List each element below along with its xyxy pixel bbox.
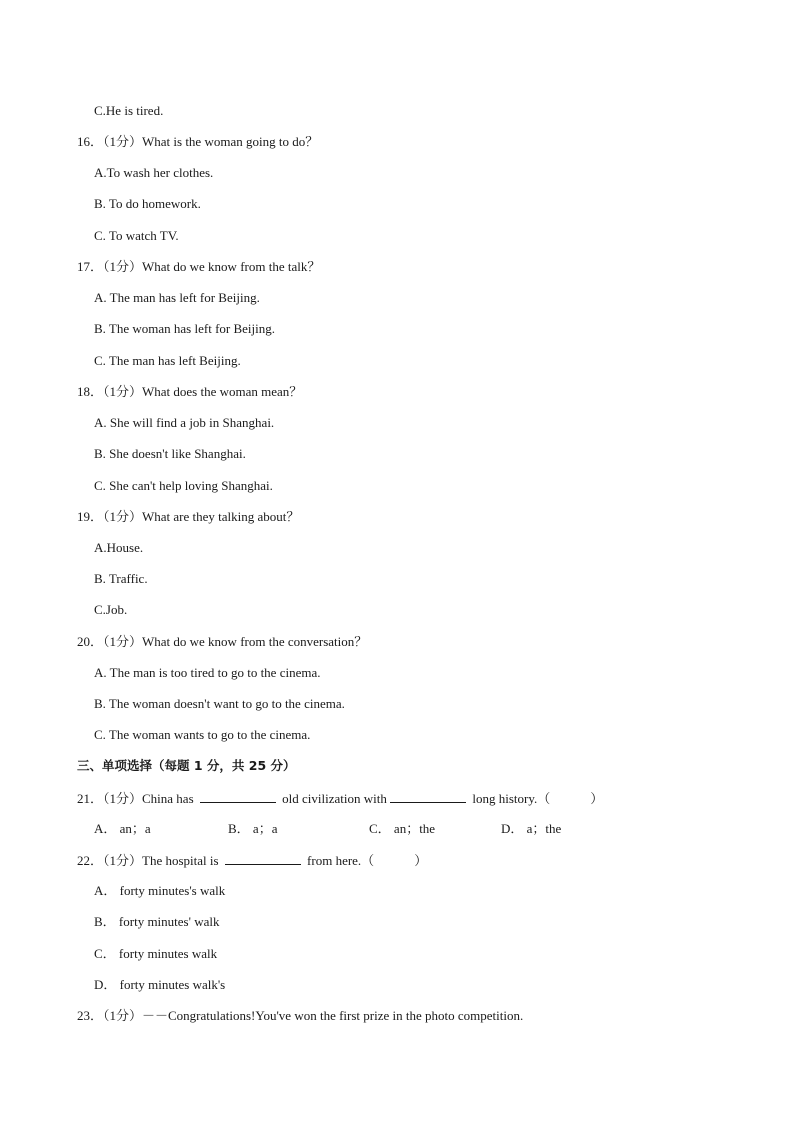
q20-option-c: C. The woman wants to go to the cinema. [94,727,311,742]
q18-option-b: B. She doesn't like Shanghai. [94,446,246,461]
question-20: 20．（1分）What do we know from the conversation？ [77,634,368,649]
question-16: 16．（1分）What is the woman going to do？ [77,134,319,149]
q22-stem-middle: from here.（ [307,853,375,868]
q16-option-a: A.To wash her clothes. [94,165,214,180]
q20-option-a: A. The man is too tired to go to the cinema. [94,665,321,680]
q15-option-c: C.He is tired. [94,103,164,118]
q22-stem-start: 22．（1分）The hospital is [77,853,219,868]
q19-option-c: C.Job. [94,602,128,617]
q22-stem-end: ） [414,853,428,868]
q22-option-d: D． forty minutes walk's [94,977,226,992]
section-heading: 三、单项选择（每题 1 分，共 25 分） [77,758,296,773]
q19-option-a: A.House. [94,540,144,555]
q22-option-b: B． forty minutes' walk [94,914,220,929]
q21-blank-2[interactable] [390,790,466,803]
question-18: 18．（1分）What does the woman mean？ [77,384,303,399]
q18-option-c: C. She can't help loving Shanghai. [94,478,273,493]
q22-option-a: A． forty minutes's walk [94,883,226,898]
q17-option-a: A. The man has left for Beijing. [94,290,260,305]
q17-option-c: C. The man has left Beijing. [94,353,241,368]
q20-option-b: B. The woman doesn't want to go to the cinema. [94,696,345,711]
question-19: 19．（1分）What are they talking about？ [77,509,300,524]
q21-stem-middle-2: long history.（ [472,791,551,806]
q21-blank-1[interactable] [200,790,276,803]
q17-option-b: B. The woman has left for Beijing. [94,321,276,336]
q16-option-b: B. To do homework. [94,196,201,211]
q19-option-b: B. Traffic. [94,571,148,586]
q21-stem-middle: old civilization with [282,791,387,806]
question-21 [77,790,603,807]
q21-stem-start: 21．（1分）China has [77,791,194,806]
question-22 [77,852,427,869]
question-17: 17．（1分）What do we know from the talk？ [77,259,321,274]
q16-option-c: C. To watch TV. [94,228,179,243]
q21-option-d: D． a；the [501,821,562,836]
q21-option-b: B． a；a [228,821,278,836]
q22-option-c: C． forty minutes walk [94,946,218,961]
question-23: 23．（1分）－－Congratulations!You've won the first prize in the photo competition. [77,1008,524,1023]
q18-option-a: A. She will find a job in Shanghai. [94,415,275,430]
q22-blank[interactable] [225,852,301,865]
q21-option-c: C． an；the [369,821,436,836]
q21-stem-end: ） [590,791,604,806]
q21-option-a: A． an；a [94,821,151,836]
